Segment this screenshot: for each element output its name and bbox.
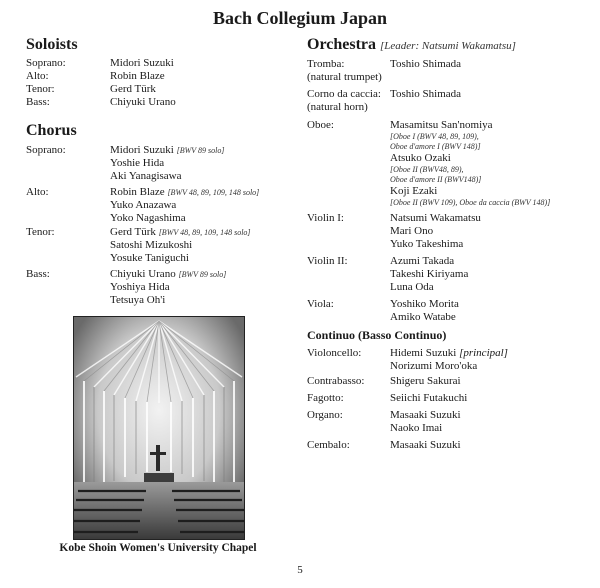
chorus-name: Satoshi Mizukoshi: [110, 239, 193, 251]
soloist-label: Tenor:: [26, 83, 55, 95]
chapel-photo: [73, 316, 245, 540]
orch-name: Mari Ono: [390, 225, 434, 237]
orch-name: Takeshi Kiriyama: [390, 268, 469, 280]
solo-note: [BWV 48, 89, 109, 148 solo]: [158, 228, 251, 237]
orch-name: Toshio Shimada: [390, 58, 462, 70]
solo-note: [BWV 48, 89, 109, 148 solo]: [167, 188, 260, 197]
orch-name: Toshio Shimada: [390, 88, 462, 100]
page-title: Bach Collegium Japan: [212, 8, 388, 28]
continuo-label: Cembalo:: [307, 439, 350, 451]
chorus-heading: Chorus: [26, 122, 77, 139]
chorus-name: Robin Blaze: [110, 186, 165, 198]
continuo-label: Contrabasso:: [307, 375, 365, 387]
orch-label: Oboe:: [307, 119, 334, 131]
orch-label-sub: (natural horn): [307, 101, 368, 113]
chorus-name: Yosuke Taniguchi: [110, 252, 189, 264]
continuo-name: Seiichi Futakuchi: [390, 392, 468, 404]
orch-name: Yoshiko Morita: [390, 298, 459, 310]
orch-label: Tromba:: [307, 58, 345, 70]
chorus-name: Midori Suzuki: [110, 144, 174, 156]
soloist-name: Chiyuki Urano: [110, 96, 176, 108]
oboe-note: Oboe d'amore I (BWV 148)]: [390, 142, 481, 151]
soloists-heading: Soloists: [26, 36, 78, 53]
chorus-name: Gerd Türk: [110, 226, 156, 238]
chapel-interior-image: [74, 317, 244, 539]
soloist-name: Gerd Türk: [110, 83, 156, 95]
continuo-name: Norizumi Moro'oka: [390, 360, 478, 372]
orch-name: Masamitsu San'nomiya: [390, 119, 493, 131]
continuo-name: Naoko Imai: [390, 422, 443, 434]
chorus-name: Yoko Nagashima: [110, 212, 186, 224]
orch-label-sub: (natural trumpet): [307, 71, 382, 83]
orch-label: Violin II:: [307, 255, 348, 267]
oboe-note: [Oboe II (BWV 109), Oboe da caccia (BWV 148)]: [390, 198, 551, 207]
orch-label: Violin I:: [307, 212, 344, 224]
chorus-label: Alto:: [26, 186, 49, 198]
chorus-label: Bass:: [26, 268, 50, 280]
orch-name: Natsumi Wakamatsu: [390, 212, 481, 224]
oboe-note: [Oboe I (BWV 48, 89, 109),: [390, 132, 479, 141]
soloist-name: Midori Suzuki: [110, 57, 174, 69]
orch-name: Koji Ezaki: [390, 185, 438, 197]
chorus-name: Yoshiya Hida: [110, 281, 170, 293]
orch-name: Azumi Takada: [390, 255, 455, 267]
continuo-heading: Continuo (Basso Continuo): [307, 328, 447, 342]
continuo-label: Fagotto:: [307, 392, 344, 404]
soloist-name: Robin Blaze: [110, 70, 165, 82]
orch-label: Corno da caccia:: [307, 88, 381, 100]
chorus-name: Yuko Anazawa: [110, 199, 177, 211]
continuo-name: Masaaki Suzuki: [390, 409, 461, 421]
soloist-label: Alto:: [26, 70, 49, 82]
soloist-label: Bass:: [26, 96, 50, 108]
orchestra-heading: [307, 36, 516, 54]
orchestra-leader: [Leader: Natsumi Wakamatsu]: [380, 40, 516, 52]
chorus-name: Chiyuki Urano: [110, 268, 176, 280]
soloist-label: Soprano:: [26, 57, 66, 69]
chorus-name: Tetsuya Oh'i: [110, 294, 166, 306]
chorus-label: Soprano:: [26, 144, 66, 156]
continuo-name: Masaaki Suzuki: [390, 439, 461, 451]
continuo-name: Hidemi Suzuki: [390, 347, 457, 359]
oboe-note: Oboe d'amore II (BWV148)]: [390, 175, 482, 184]
orch-label: Viola:: [307, 298, 334, 310]
page-number: 5: [297, 564, 303, 576]
continuo-label: Organo:: [307, 409, 343, 421]
orch-name: Amiko Watabe: [390, 311, 456, 323]
orchestra-title: Orchestra: [307, 36, 377, 53]
continuo-name: Shigeru Sakurai: [390, 375, 461, 387]
photo-caption: Kobe Shoin Women's University Chapel: [59, 542, 257, 554]
chorus-name: Yoshie Hida: [110, 157, 165, 169]
chorus-label: Tenor:: [26, 226, 55, 238]
solo-note: [BWV 89 solo]: [176, 146, 225, 155]
solo-note: [BWV 89 solo]: [178, 270, 227, 279]
oboe-note: [Oboe II (BWV48, 89),: [390, 165, 464, 174]
chorus-name: Aki Yanagisawa: [110, 170, 182, 182]
orch-name: Atsuko Ozaki: [390, 152, 451, 164]
orch-name: Luna Oda: [390, 281, 434, 293]
orch-name: Yuko Takeshima: [390, 238, 464, 250]
continuo-label: Violoncello:: [307, 347, 362, 359]
principal-note: [principal]: [459, 347, 508, 359]
